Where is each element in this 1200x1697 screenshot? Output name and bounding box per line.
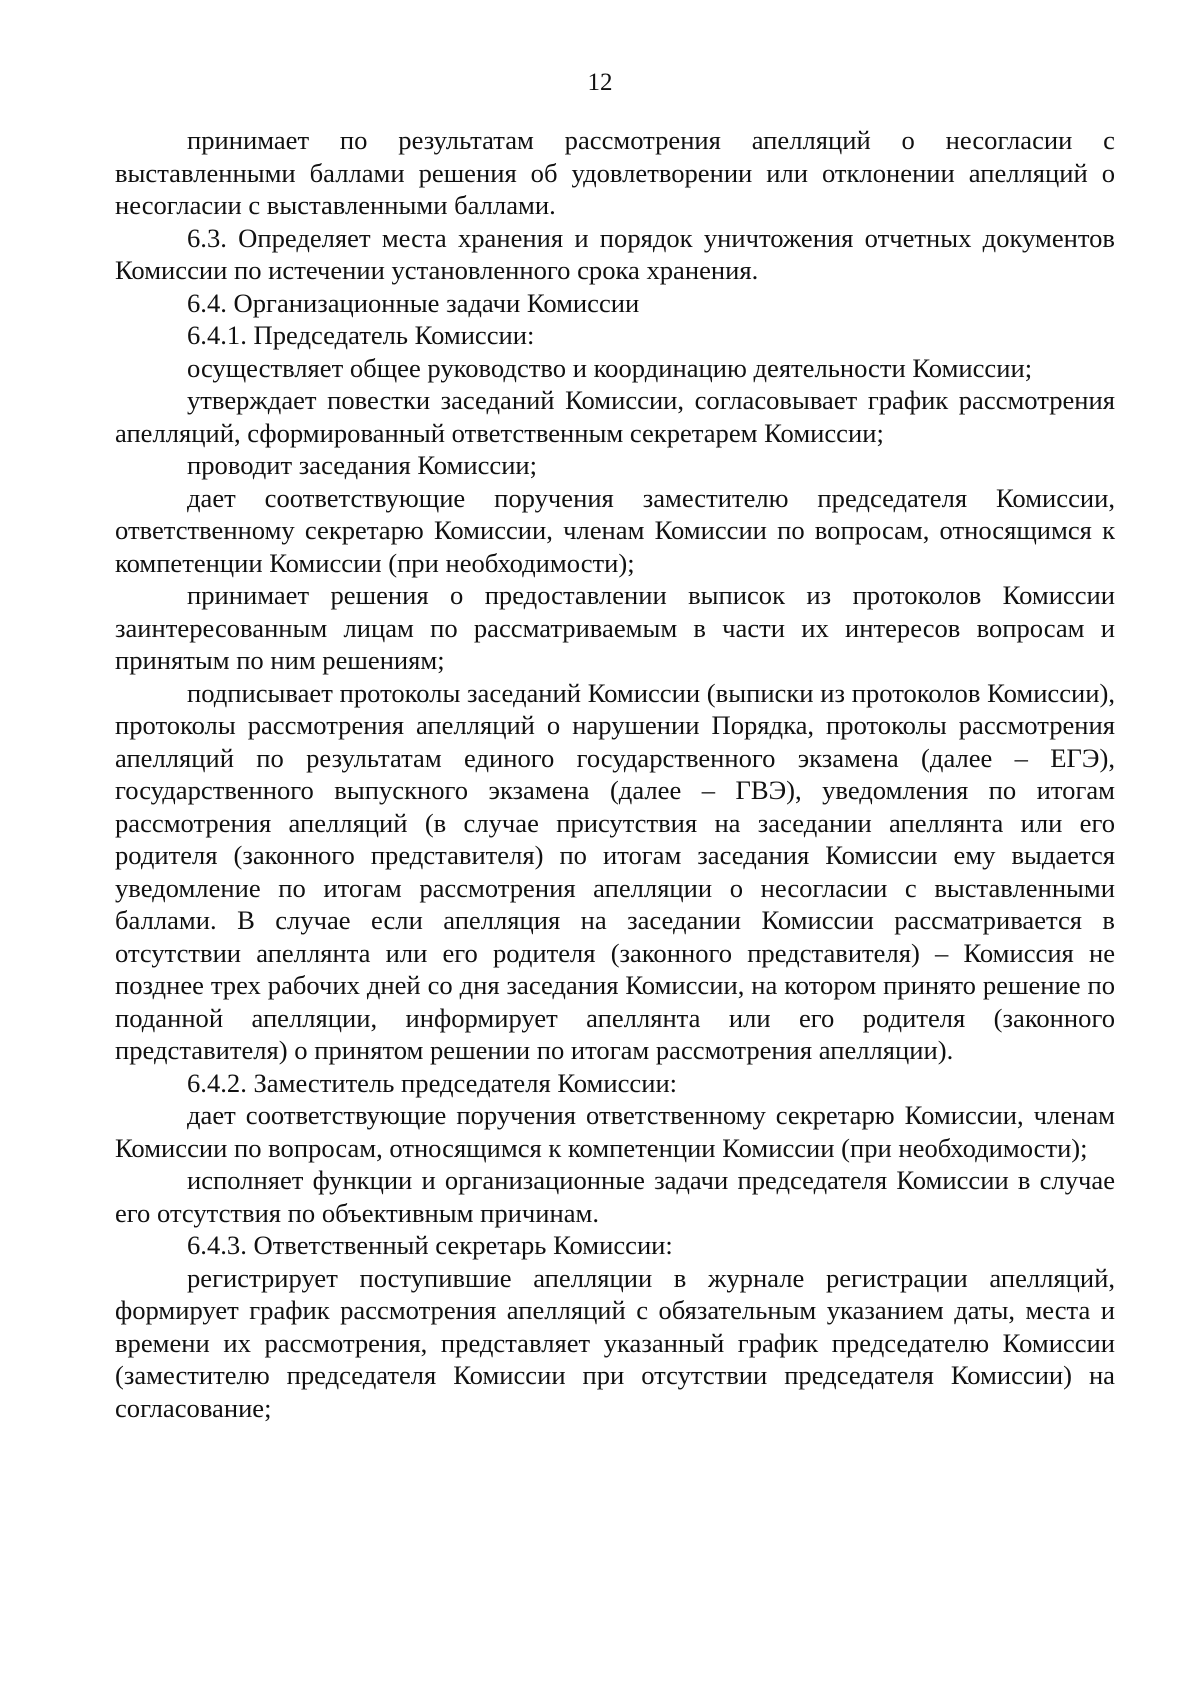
paragraph-deputy-functions: исполняет функции и организационные задачи председателя Комиссии в случае его отсутствия по объективным причинам. [115, 1165, 1115, 1228]
paragraph-chair-extracts: принимает решения о предоставлении выписок из протоколов Комиссии заинтересованным лицам по рассматриваемым в части их интересов вопросам и принятым по ним решениям; [115, 580, 1115, 675]
paragraph-secretary-registers: регистрирует поступившие апелляции в журнале регистрации апелляций, формирует график рассмотрения апелляций с обязательным указанием даты, места и времени их рассмотрения, представляет указанный график председателю Комиссии (заместителю председателя Комиссии при отсутствии председателя Комиссии) на согласование; [115, 1262, 1115, 1423]
paragraph-deputy-instructions: дает соответствующие поручения ответственному секретарю Комиссии, членам Комиссии по вопросам, относящимся к компетенции Комиссии (при необходимости); [115, 1100, 1115, 1163]
paragraph-chair-gives-instructions: дает соответствующие поручения заместителю председателя Комиссии, ответственному секретарю Комиссии, членам Комиссии по вопросам, относящимся к компетенции Комиссии (при необходимости); [115, 482, 1115, 578]
page-number: 12 [587, 69, 613, 96]
paragraph-chair-holds-meetings: проводит заседания Комиссии; [187, 450, 538, 480]
heading-6-4: 6.4. Организационные задачи Комиссии [187, 287, 640, 318]
heading-6-4-1: 6.4.1. Председатель Комиссии: [187, 320, 535, 350]
paragraph-chair-signs-protocols: подписывает протоколы заседаний Комиссии (выписки из протоколов Комиссии), протоколы рассмотрения апелляций о нарушении Порядка, протоколы рассмотрения апелляций по результатам единого государственного экзамена (далее – ЕГЭ), государственного выпускного экзамена (далее – ГВЭ), уведомления по итогам рассмотрения апелляций (в случае присутствия на заседании апеллянта или его родителя (законного представителя) по итогам заседания Комиссии ему выдается уведомление по итогам рассмотрения апелляции о несогласии с выставленными баллами. В случае если апелляция на заседании Комиссии рассматривается в отсутствии апеллянта или его родителя (законного представителя) – Комиссия не позднее трех рабочих дней со дня заседания Комиссии, на котором принято решение по поданной апелляции, информирует апеллянта или его родителя (законного представителя) о принятом решении по итогам рассмотрения апелляции). [115, 677, 1115, 1065]
paragraph-chair-approves-agenda: утверждает повестки заседаний Комиссии, согласовывает график рассмотрения апелляций, сформированный ответственным секретарем Комиссии; [115, 385, 1115, 448]
paragraph-6-3: 6.3. Определяет места хранения и порядок уничтожения отчетных документов Комиссии по истечении установленного срока хранения. [115, 222, 1115, 285]
document-body [115, 124, 1115, 1424]
heading-6-4-2: 6.4.2. Заместитель председателя Комиссии: [187, 1067, 678, 1098]
paragraph-chair-general-management: осуществляет общее руководство и координацию деятельности Комиссии; [187, 352, 1033, 383]
heading-6-4-3: 6.4.3. Ответственный секретарь Комиссии: [187, 1230, 673, 1260]
paragraph-appeal-decision: принимает по результатам рассмотрения апелляций о несогласии с выставленными баллами решения об удовлетворении или отклонении апелляций о несогласии с выставленными баллами. [115, 125, 1115, 220]
